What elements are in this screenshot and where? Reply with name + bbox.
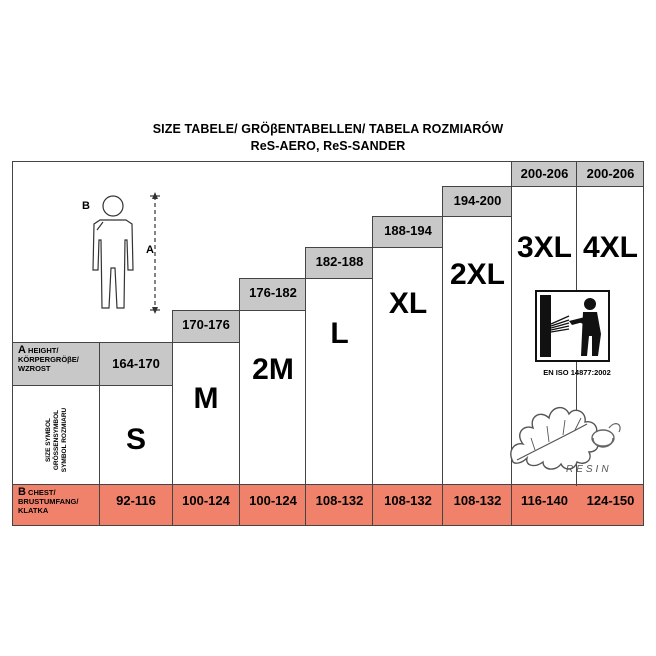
chest-letter: B xyxy=(18,486,26,498)
sandblasting-pictogram-icon xyxy=(535,290,610,362)
brand-logo-text: RESIN xyxy=(566,464,612,475)
chest-text: CHEST/ BRUSTUMFANG/ KLATKA xyxy=(18,488,79,515)
chest-value-m: 100-124 xyxy=(182,493,230,508)
height-value-2m: 176-182 xyxy=(249,285,297,300)
chest-value-3xl: 116-140 xyxy=(521,493,568,508)
height-value-m: 170-176 xyxy=(182,317,230,332)
height-value-xl: 188-194 xyxy=(384,223,432,238)
size-symbol-m: M xyxy=(193,382,219,415)
size-symbol-s: S xyxy=(125,423,146,456)
size-symbol-l: L xyxy=(330,317,349,350)
chest-value-2xl: 108-132 xyxy=(453,493,502,508)
height-text: HEIGHT/ KÖRPERGRÖβE/ WZROST xyxy=(18,346,79,373)
height-letter: A xyxy=(18,344,26,356)
chest-value-l: 108-132 xyxy=(315,493,364,508)
chest-value-s: 92-116 xyxy=(116,493,156,508)
size-symbol-line-3: SYMBOL ROZMIARU xyxy=(61,407,68,473)
size-symbol-line-1: SIZE SYMBOL xyxy=(45,417,52,463)
page-subtitle: ReS-AERO, ReS-SANDER xyxy=(250,139,406,153)
chest-row-label xyxy=(18,488,96,515)
size-symbol-label xyxy=(22,400,92,480)
chest-value-xl: 108-132 xyxy=(384,493,432,508)
height-value-s: 164-170 xyxy=(112,356,160,371)
height-value-4xl: 200-206 xyxy=(586,166,635,181)
person-outline-icon xyxy=(80,190,180,320)
chest-value-2m: 100-124 xyxy=(249,493,297,508)
size-symbol-xl: XL xyxy=(388,287,428,320)
height-value-2xl: 194-200 xyxy=(453,193,502,208)
size-symbol-2m: 2M xyxy=(252,353,294,386)
page-title: SIZE TABELE/ GRÖβENTABELLEN/ TABELA ROZMIARÓW xyxy=(152,122,504,136)
size-symbol-line-2: GRÖSSENSYMBOL xyxy=(53,409,60,471)
standard-label: EN ISO 14877:2002 xyxy=(543,368,611,377)
height-value-l: 182-188 xyxy=(315,254,364,269)
chest-value-4xl: 124-150 xyxy=(586,493,635,508)
size-symbol-3xl: 3XL xyxy=(516,231,573,264)
height-value-3xl: 200-206 xyxy=(520,166,569,181)
size-symbol-2xl: 2XL xyxy=(449,258,506,291)
size-symbol-4xl: 4XL xyxy=(582,231,639,264)
figure-label-b: B xyxy=(82,200,90,212)
height-row-label xyxy=(18,346,96,373)
figure-label-a: A xyxy=(146,244,154,256)
